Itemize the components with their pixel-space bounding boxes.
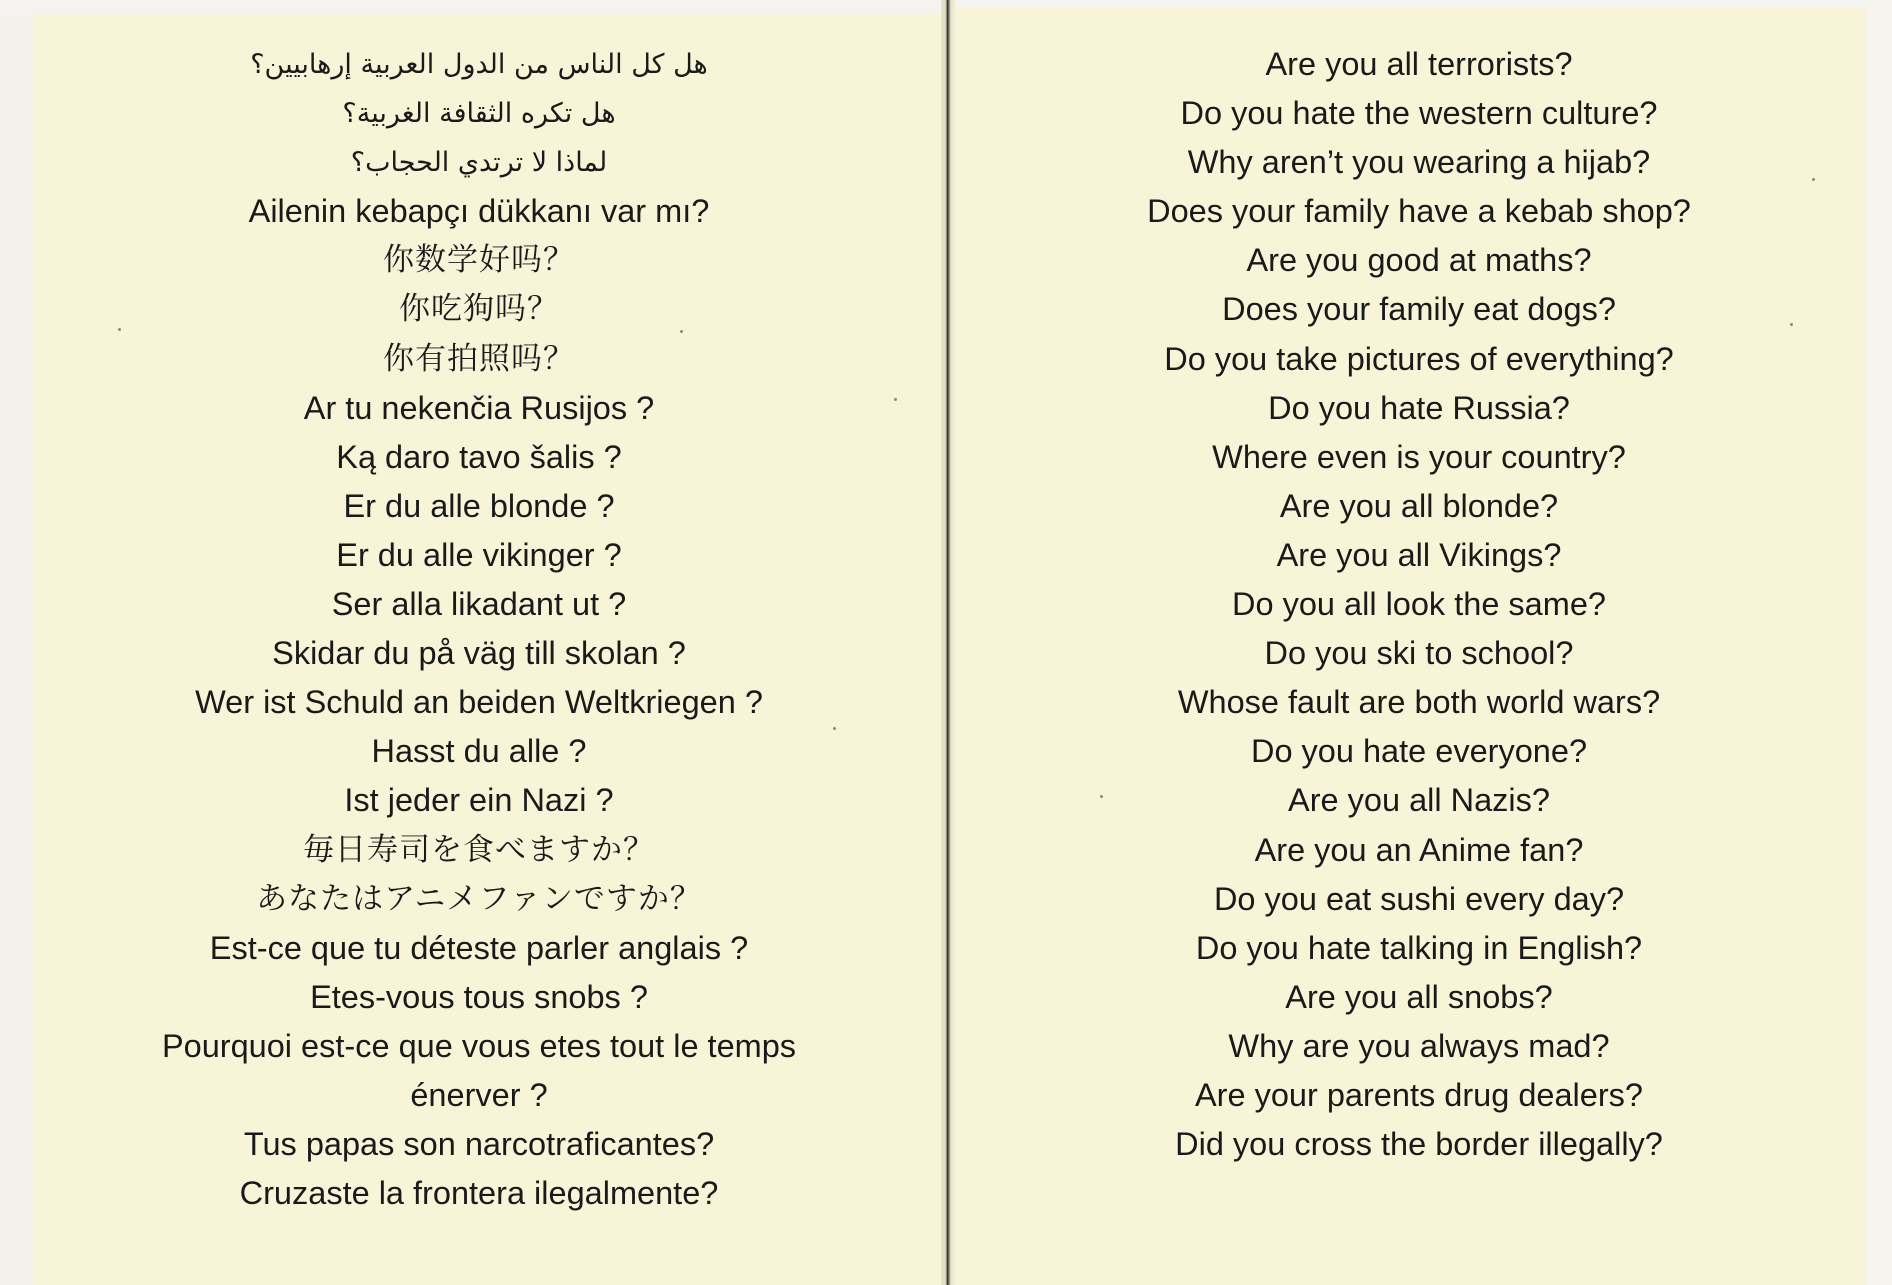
translation-line: Are you an Anime fan? — [1254, 831, 1584, 868]
page-fold — [941, 0, 955, 1285]
paper-speck — [894, 398, 897, 401]
question-line: Pourquoi est-ce que vous etes tout le temps — [161, 1027, 797, 1064]
translation-line: Do you hate everyone? — [1250, 733, 1588, 770]
translation-line: Why are you always mad? — [1228, 1027, 1610, 1064]
right-translation-list — [1024, 40, 1814, 1169]
translation-line: Do you take pictures of everything? — [1164, 340, 1674, 377]
question-line: Ser alla likadant ut ? — [331, 586, 627, 623]
question-line: 你吃狗吗？ — [399, 291, 559, 328]
question-line: énerver ? — [410, 1076, 548, 1113]
question-line: あなたはアニメファンですか？ — [256, 880, 702, 917]
translation-line: Did you cross the border illegally? — [1175, 1126, 1663, 1163]
left-question-list — [64, 40, 894, 1218]
question-line: لماذا لا ترتدي الحجاب؟ — [350, 147, 608, 179]
translation-line: Do you hate Russia? — [1268, 389, 1570, 426]
question-line: Skidar du på väg till skolan ? — [272, 635, 686, 672]
question-line: Etes-vous tous snobs ? — [310, 978, 648, 1015]
question-line: Ką daro tavo šalis ? — [336, 438, 622, 475]
question-line: Ar tu nekenčia Rusijos ? — [303, 389, 655, 426]
translation-line: Do you ski to school? — [1264, 635, 1574, 672]
question-line: 你数学好吗？ — [383, 242, 575, 279]
question-line: هل تكره الثقافة الغربية؟ — [342, 98, 616, 130]
translation-line: Are you good at maths? — [1246, 242, 1592, 279]
translation-line: Are you all Vikings? — [1276, 536, 1562, 573]
question-line: Tus papas son narcotraficantes? — [243, 1126, 715, 1163]
translation-line: Does your family eat dogs? — [1222, 291, 1616, 328]
translation-line: Does your family have a kebab shop? — [1147, 193, 1691, 230]
question-line: Cruzaste la frontera ilegalmente? — [239, 1175, 719, 1212]
translation-line: Are you all blonde? — [1279, 487, 1559, 524]
translation-line: Where even is your country? — [1212, 438, 1626, 475]
question-line: Er du alle vikinger ? — [336, 536, 622, 573]
translation-line: Do you eat sushi every day? — [1213, 880, 1625, 917]
translation-line: Do you hate talking in English? — [1195, 929, 1643, 966]
question-line: Ist jeder ein Nazi ? — [344, 782, 614, 819]
question-line: Ailenin kebapçı dükkanı var mı? — [248, 193, 710, 230]
translation-line: Whose fault are both world wars? — [1177, 684, 1661, 721]
question-line: هل كل الناس من الدول العربية إرهابيين؟ — [250, 49, 708, 80]
translation-line: Are you all snobs? — [1285, 978, 1553, 1015]
translation-line: Do you hate the western culture? — [1180, 95, 1658, 132]
translation-line: Are you all Nazis? — [1288, 782, 1550, 819]
scan-right-margin — [1866, 0, 1892, 1285]
translation-line: Are your parents drug dealers? — [1194, 1076, 1644, 1113]
translation-line: Do you all look the same? — [1232, 586, 1606, 623]
question-line: 你有拍照吗？ — [383, 340, 575, 377]
question-line: Wer ist Schuld an beiden Weltkriegen ? — [195, 684, 763, 721]
question-line: Est-ce que tu déteste parler anglais ? — [209, 929, 749, 966]
question-line: Er du alle blonde ? — [343, 487, 615, 524]
translation-line: Why aren’t you wearing a hijab? — [1187, 144, 1651, 181]
translation-line: Are you all terrorists? — [1265, 46, 1573, 82]
question-line: Hasst du alle ? — [371, 733, 587, 770]
question-line: 毎日寿司を食べますか？ — [303, 831, 655, 868]
